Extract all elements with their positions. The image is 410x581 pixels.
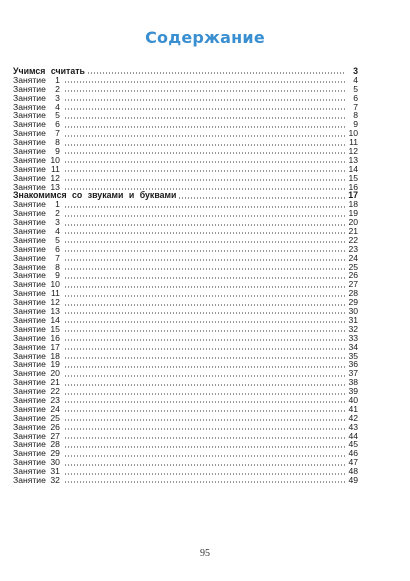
toc-lesson-row[interactable] <box>13 103 358 112</box>
page-title: Содержание <box>145 28 265 47</box>
toc-lesson-row[interactable] <box>13 129 358 138</box>
lesson-number: 11 <box>50 164 60 174</box>
lesson-label: Занятие <box>13 111 46 121</box>
dot-leader <box>64 250 345 252</box>
lesson-label: Занятие <box>13 289 46 299</box>
dot-leader <box>64 473 345 475</box>
toc-lesson-row[interactable] <box>13 263 358 272</box>
lesson-number: 3 <box>55 218 60 228</box>
toc-lesson-row[interactable] <box>13 280 358 289</box>
lesson-label: Занятие <box>13 173 46 183</box>
lesson-number: 25 <box>50 413 60 423</box>
lesson-number: 18 <box>50 351 60 361</box>
lesson-page-number: 22 <box>348 235 358 245</box>
lesson-number: 31 <box>50 467 60 476</box>
lesson-label: Занятие <box>13 102 46 112</box>
lesson-page-number: 4 <box>353 75 358 85</box>
toc-lesson-row[interactable] <box>13 440 358 449</box>
toc-lesson-row[interactable] <box>13 334 358 343</box>
lesson-number: 11 <box>50 289 60 299</box>
dot-leader <box>64 437 345 439</box>
lesson-number: 14 <box>50 315 60 325</box>
section-title: Учимся считать <box>13 67 85 76</box>
toc-lesson-row[interactable] <box>13 183 358 192</box>
dot-leader <box>64 410 345 412</box>
toc-lesson-row[interactable] <box>13 76 358 85</box>
toc-lesson-row[interactable] <box>13 227 358 236</box>
dot-leader <box>64 232 345 234</box>
lesson-number: 4 <box>55 227 60 236</box>
toc-lesson-row[interactable] <box>13 147 358 156</box>
dot-leader <box>64 357 345 359</box>
toc-lesson-row[interactable] <box>13 156 358 165</box>
toc-lesson-row[interactable] <box>13 218 358 227</box>
dot-leader <box>64 90 345 92</box>
lesson-page-number: 30 <box>348 307 358 316</box>
toc-lesson-row[interactable] <box>13 405 358 414</box>
lesson-number: 2 <box>55 209 60 219</box>
lesson-page-number: 47 <box>348 458 358 468</box>
lesson-page-number: 23 <box>348 244 358 254</box>
dot-leader <box>64 312 345 314</box>
lesson-page-number: 21 <box>348 227 358 236</box>
lesson-page-number: 44 <box>348 431 358 441</box>
lesson-page-number: 9 <box>353 120 358 130</box>
lesson-label: Занятие <box>13 324 46 334</box>
lesson-label: Занятие <box>13 182 46 192</box>
lesson-number: 28 <box>50 440 60 450</box>
dot-leader <box>64 99 345 101</box>
lesson-page-number: 38 <box>348 378 358 388</box>
toc-lesson-row[interactable] <box>13 396 358 405</box>
lesson-label: Занятие <box>13 413 46 423</box>
lesson-page-number: 8 <box>353 111 358 121</box>
lesson-label: Занятие <box>13 475 46 485</box>
lesson-page-number: 29 <box>348 298 358 308</box>
lesson-page-number: 41 <box>348 404 358 414</box>
toc-lesson-row[interactable] <box>13 138 358 147</box>
toc-lesson-row[interactable] <box>13 369 358 378</box>
dot-leader <box>64 384 345 386</box>
lesson-number: 22 <box>50 387 60 396</box>
lesson-label: Занятие <box>13 333 46 343</box>
lesson-page-number: 19 <box>348 209 358 219</box>
dot-leader <box>87 72 345 74</box>
lesson-page-number: 27 <box>348 280 358 290</box>
lesson-label: Занятие <box>13 218 46 228</box>
lesson-page-number: 10 <box>348 129 358 139</box>
lesson-number: 6 <box>55 120 60 130</box>
lesson-number: 27 <box>50 431 60 441</box>
lesson-label: Занятие <box>13 422 46 432</box>
lesson-page-number: 7 <box>353 102 358 112</box>
lesson-page-number: 37 <box>348 369 358 379</box>
lesson-number: 23 <box>50 395 60 405</box>
toc-lesson-row[interactable] <box>13 245 358 254</box>
dot-leader <box>64 455 345 457</box>
lesson-label: Занятие <box>13 129 46 139</box>
lesson-page-number: 32 <box>348 324 358 334</box>
lesson-label: Занятие <box>13 138 46 148</box>
lesson-label: Занятие <box>13 458 46 468</box>
dot-leader <box>64 188 345 190</box>
lesson-number: 32 <box>50 475 60 485</box>
dot-leader <box>64 108 345 110</box>
dot-leader <box>64 366 345 368</box>
lesson-page-number: 31 <box>348 315 358 325</box>
dot-leader <box>64 277 345 279</box>
lesson-number: 20 <box>50 369 60 379</box>
dot-leader <box>64 144 345 146</box>
lesson-label: Занятие <box>13 404 46 414</box>
toc-lesson-row[interactable] <box>13 476 358 485</box>
section-title: Знакомимся со звуками и буквами <box>13 191 177 201</box>
toc-lesson-row[interactable] <box>13 387 358 396</box>
lesson-page-number: 14 <box>348 164 358 174</box>
lesson-label: Занятие <box>13 280 46 290</box>
lesson-page-number: 28 <box>348 289 358 299</box>
lesson-page-number: 48 <box>348 467 358 476</box>
lesson-page-number: 12 <box>348 147 358 156</box>
dot-leader <box>64 304 345 306</box>
lesson-page-number: 46 <box>348 449 358 459</box>
toc-lesson-row[interactable] <box>13 254 358 263</box>
lesson-page-number: 35 <box>348 351 358 361</box>
lesson-number: 24 <box>50 404 60 414</box>
toc-lesson-row[interactable] <box>13 236 358 245</box>
dot-leader <box>178 197 345 199</box>
lesson-label: Занятие <box>13 147 46 156</box>
lesson-label: Занятие <box>13 342 46 352</box>
lesson-label: Занятие <box>13 351 46 361</box>
table-of-contents <box>13 67 358 485</box>
lesson-label: Занятие <box>13 227 46 236</box>
lesson-label: Занятие <box>13 209 46 219</box>
lesson-label: Занятие <box>13 395 46 405</box>
lesson-page-number: 43 <box>348 422 358 432</box>
lesson-page-number: 33 <box>348 333 358 343</box>
page-number: 95 <box>200 548 210 559</box>
lesson-page-number: 39 <box>348 387 358 396</box>
dot-leader <box>64 330 345 332</box>
lesson-number: 8 <box>55 262 60 272</box>
toc-lesson-row[interactable] <box>13 360 358 369</box>
dot-leader <box>64 286 345 288</box>
dot-leader <box>64 481 345 483</box>
lesson-label: Занятие <box>13 431 46 441</box>
toc-lesson-row[interactable] <box>13 449 358 458</box>
lesson-label: Занятие <box>13 253 46 263</box>
lesson-number: 17 <box>50 342 60 352</box>
toc-lesson-row[interactable] <box>13 343 358 352</box>
toc-lesson-row[interactable] <box>13 200 358 209</box>
lesson-label: Занятие <box>13 307 46 316</box>
dot-leader <box>64 348 345 350</box>
lesson-number: 3 <box>55 93 60 103</box>
toc-lesson-row[interactable] <box>13 325 358 334</box>
lesson-number: 26 <box>50 422 60 432</box>
lesson-label: Занятие <box>13 200 46 210</box>
lesson-label: Занятие <box>13 93 46 103</box>
lesson-number: 9 <box>55 271 60 281</box>
lesson-label: Занятие <box>13 449 46 459</box>
dot-leader <box>64 339 345 341</box>
dot-leader <box>64 179 345 181</box>
toc-lesson-row[interactable] <box>13 432 358 441</box>
lesson-label: Занятие <box>13 244 46 254</box>
lesson-page-number: 5 <box>353 84 358 94</box>
lesson-number: 12 <box>50 173 60 183</box>
section-page-number: 3 <box>353 67 358 76</box>
toc-lesson-row[interactable] <box>13 352 358 361</box>
toc-lesson-row[interactable] <box>13 378 358 387</box>
lesson-number: 1 <box>55 75 60 85</box>
dot-leader <box>64 170 345 172</box>
toc-lesson-row[interactable] <box>13 458 358 467</box>
dot-leader <box>64 295 345 297</box>
toc-lesson-row[interactable] <box>13 209 358 218</box>
lesson-number: 13 <box>50 307 60 316</box>
toc-lesson-row[interactable] <box>13 111 358 120</box>
lesson-page-number: 36 <box>348 360 358 370</box>
lesson-number: 16 <box>50 333 60 343</box>
dot-leader <box>64 206 345 208</box>
lesson-page-number: 24 <box>348 253 358 263</box>
lesson-number: 8 <box>55 138 60 148</box>
lesson-page-number: 34 <box>348 342 358 352</box>
toc-lesson-row[interactable] <box>13 174 358 183</box>
lesson-number: 9 <box>55 147 60 156</box>
lesson-number: 12 <box>50 298 60 308</box>
lesson-label: Занятие <box>13 271 46 281</box>
section-page-number: 17 <box>348 191 358 201</box>
toc-lesson-row[interactable] <box>13 307 358 316</box>
toc-lesson-row[interactable] <box>13 316 358 325</box>
lesson-page-number: 40 <box>348 395 358 405</box>
dot-leader <box>64 446 345 448</box>
lesson-label: Занятие <box>13 155 46 165</box>
lesson-page-number: 49 <box>348 475 358 485</box>
lesson-label: Занятие <box>13 315 46 325</box>
dot-leader <box>64 161 345 163</box>
lesson-label: Занятие <box>13 120 46 130</box>
dot-leader <box>64 117 345 119</box>
lesson-page-number: 6 <box>353 93 358 103</box>
dot-leader <box>64 393 345 395</box>
lesson-number: 2 <box>55 84 60 94</box>
lesson-page-number: 45 <box>348 440 358 450</box>
lesson-label: Занятие <box>13 164 46 174</box>
lesson-label: Занятие <box>13 298 46 308</box>
lesson-label: Занятие <box>13 369 46 379</box>
dot-leader <box>64 321 345 323</box>
lesson-number: 30 <box>50 458 60 468</box>
lesson-number: 29 <box>50 449 60 459</box>
lesson-page-number: 13 <box>348 155 358 165</box>
dot-leader <box>64 152 345 154</box>
lesson-number: 1 <box>55 200 60 210</box>
lesson-page-number: 18 <box>348 200 358 210</box>
lesson-label: Занятие <box>13 235 46 245</box>
lesson-page-number: 26 <box>348 271 358 281</box>
lesson-page-number: 20 <box>348 218 358 228</box>
lesson-label: Занятие <box>13 467 46 476</box>
lesson-page-number: 42 <box>348 413 358 423</box>
lesson-label: Занятие <box>13 84 46 94</box>
dot-leader <box>64 268 345 270</box>
dot-leader <box>64 259 345 261</box>
lesson-number: 5 <box>55 111 60 121</box>
lesson-page-number: 15 <box>348 173 358 183</box>
toc-lesson-row[interactable] <box>13 85 358 94</box>
dot-leader <box>64 81 345 83</box>
dot-leader <box>64 375 345 377</box>
lesson-number: 5 <box>55 235 60 245</box>
toc-lesson-row[interactable] <box>13 298 358 307</box>
lesson-label: Занятие <box>13 75 46 85</box>
toc-lesson-row[interactable] <box>13 165 358 174</box>
toc-lesson-row[interactable] <box>13 423 358 432</box>
toc-lesson-row[interactable] <box>13 94 358 103</box>
lesson-number: 6 <box>55 244 60 254</box>
lesson-page-number: 16 <box>348 182 358 192</box>
lesson-number: 15 <box>50 324 60 334</box>
lesson-number: 7 <box>55 129 60 139</box>
lesson-number: 4 <box>55 102 60 112</box>
toc-section-row[interactable] <box>13 191 358 200</box>
lesson-label: Занятие <box>13 378 46 388</box>
dot-leader <box>64 241 345 243</box>
lesson-number: 7 <box>55 253 60 263</box>
toc-lesson-row[interactable] <box>13 120 358 129</box>
lesson-number: 21 <box>50 378 60 388</box>
dot-leader <box>64 215 345 217</box>
toc-section-row[interactable] <box>13 67 358 76</box>
dot-leader <box>64 126 345 128</box>
lesson-number: 19 <box>50 360 60 370</box>
lesson-number: 10 <box>50 280 60 290</box>
dot-leader <box>64 135 345 137</box>
dot-leader <box>64 464 345 466</box>
lesson-page-number: 11 <box>349 138 358 148</box>
toc-lesson-row[interactable] <box>13 289 358 298</box>
lesson-label: Занятие <box>13 387 46 396</box>
dot-leader <box>64 401 345 403</box>
toc-lesson-row[interactable] <box>13 271 358 280</box>
toc-lesson-row[interactable] <box>13 414 358 423</box>
lesson-page-number: 25 <box>348 262 358 272</box>
lesson-number: 10 <box>50 155 60 165</box>
lesson-label: Занятие <box>13 440 46 450</box>
toc-lesson-row[interactable] <box>13 467 358 476</box>
dot-leader <box>64 419 345 421</box>
lesson-label: Занятие <box>13 360 46 370</box>
lesson-label: Занятие <box>13 262 46 272</box>
dot-leader <box>64 428 345 430</box>
dot-leader <box>64 224 345 226</box>
lesson-number: 13 <box>50 182 60 192</box>
